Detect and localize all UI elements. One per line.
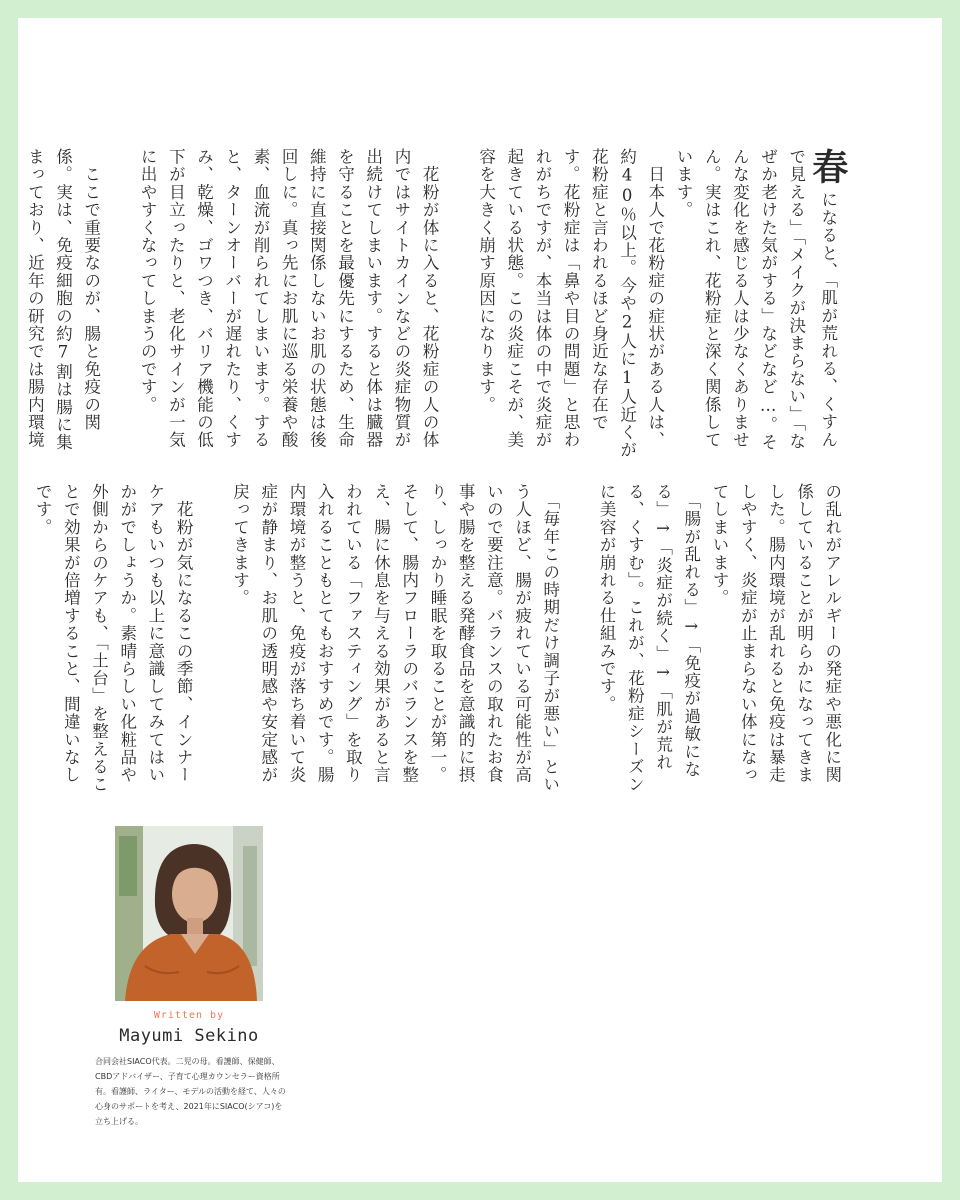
- paragraph: 花粉が体に入ると、花粉症の人の体内ではサイトカインなどの炎症物質が出続けてしまいます。すると体は臓器を守ることを最優先にするため、生命維持に直接関係しないお肌の状態は後回しに。真っ先にお肌に巡る栄養や酸素、血流が削られてしまいます。すると、ターンオーバーが遅れたり、くすみ、乾燥、ゴワつき、バリア機能の低下が目立ったりと、老化サインが一気に出やすくなってしまうのです。: [138, 148, 440, 449]
- dropcap: 春: [806, 148, 849, 186]
- author-photo: [115, 826, 263, 1001]
- paragraph: 「腸が乱れる」→「免疫が過敏になる」→「炎症が続く」→「肌が荒れる、くすむ」。これが、花粉症シーズンに美容が崩れる仕組みです。: [597, 483, 701, 794]
- article-column-lower: [33, 483, 874, 801]
- article-column-upper: [25, 148, 874, 466]
- paragraph: ここで重要なのが、腸と免疫の関係。実は、免疫細胞の約7割は腸に集まっており、近年の研究では腸内環境: [25, 148, 101, 452]
- paragraph: 花粉が気になるこの季節、インナーケアもいつも以上に意識してみてはいかがでしょうか。素晴らしい化粧品や外側からのケアも、「土台」を整えることで効果が倍増すること、間違いなしです。: [33, 483, 194, 794]
- paragraph: 「毎年この時期だけ調子が悪い」という人ほど、腸が疲れている可能性が高いので要注意。バランスの取れたお食事や腸を整える発酵食品を意識的に摂り、しっかり睡眠を取ることが第一。そして、腸内フローラのバランスを整え、腸に休息を与える効果があると言われている「ファスティング」を取り入れることもとてもおすすめです。腸内環境が整うと、免疫が落ち着いて炎症が静まり、お肌の透明感や安定感が戻ってきます。: [230, 483, 560, 794]
- paragraph: になると、「肌が荒れる、くすんで見える」「メイクが決まらない」「なぜか老けた気がする」などなど…。そんな変化を感じる人は少なくありません。実はこれ、花粉症と深く関係しています。: [673, 148, 838, 452]
- paragraph: 日本人で花粉症の症状がある人は、約40％以上。今や2人に1人近くが花粉症と言われるほど身近な存在です。花粉症は「鼻や目の問題」と思われがちですが、本当は体の中で炎症が起きている状態。この炎症こそが、美容を大きく崩す原因になります。: [476, 148, 665, 459]
- author-name: Mayumi Sekino: [119, 1026, 259, 1046]
- author-bio: 合同会社SIACO代表。二児の母。看護師、保健師、CBDアドバイザー、子育て心理カウンセラー資格所有。看護師、ライター、モデルの活動を経て、人々の心身のサポートを考え、2021年にSIACO(シアコ)を立ち上げる。: [95, 1057, 286, 1126]
- written-by-label: Written by: [153, 1010, 225, 1021]
- paragraph: の乱れがアレルギーの発症や悪化に関係していることが明らかになってきました。腸内環境が乱れると免疫は暴走しやすく、炎症が止まらない体になってしまいます。: [709, 483, 842, 784]
